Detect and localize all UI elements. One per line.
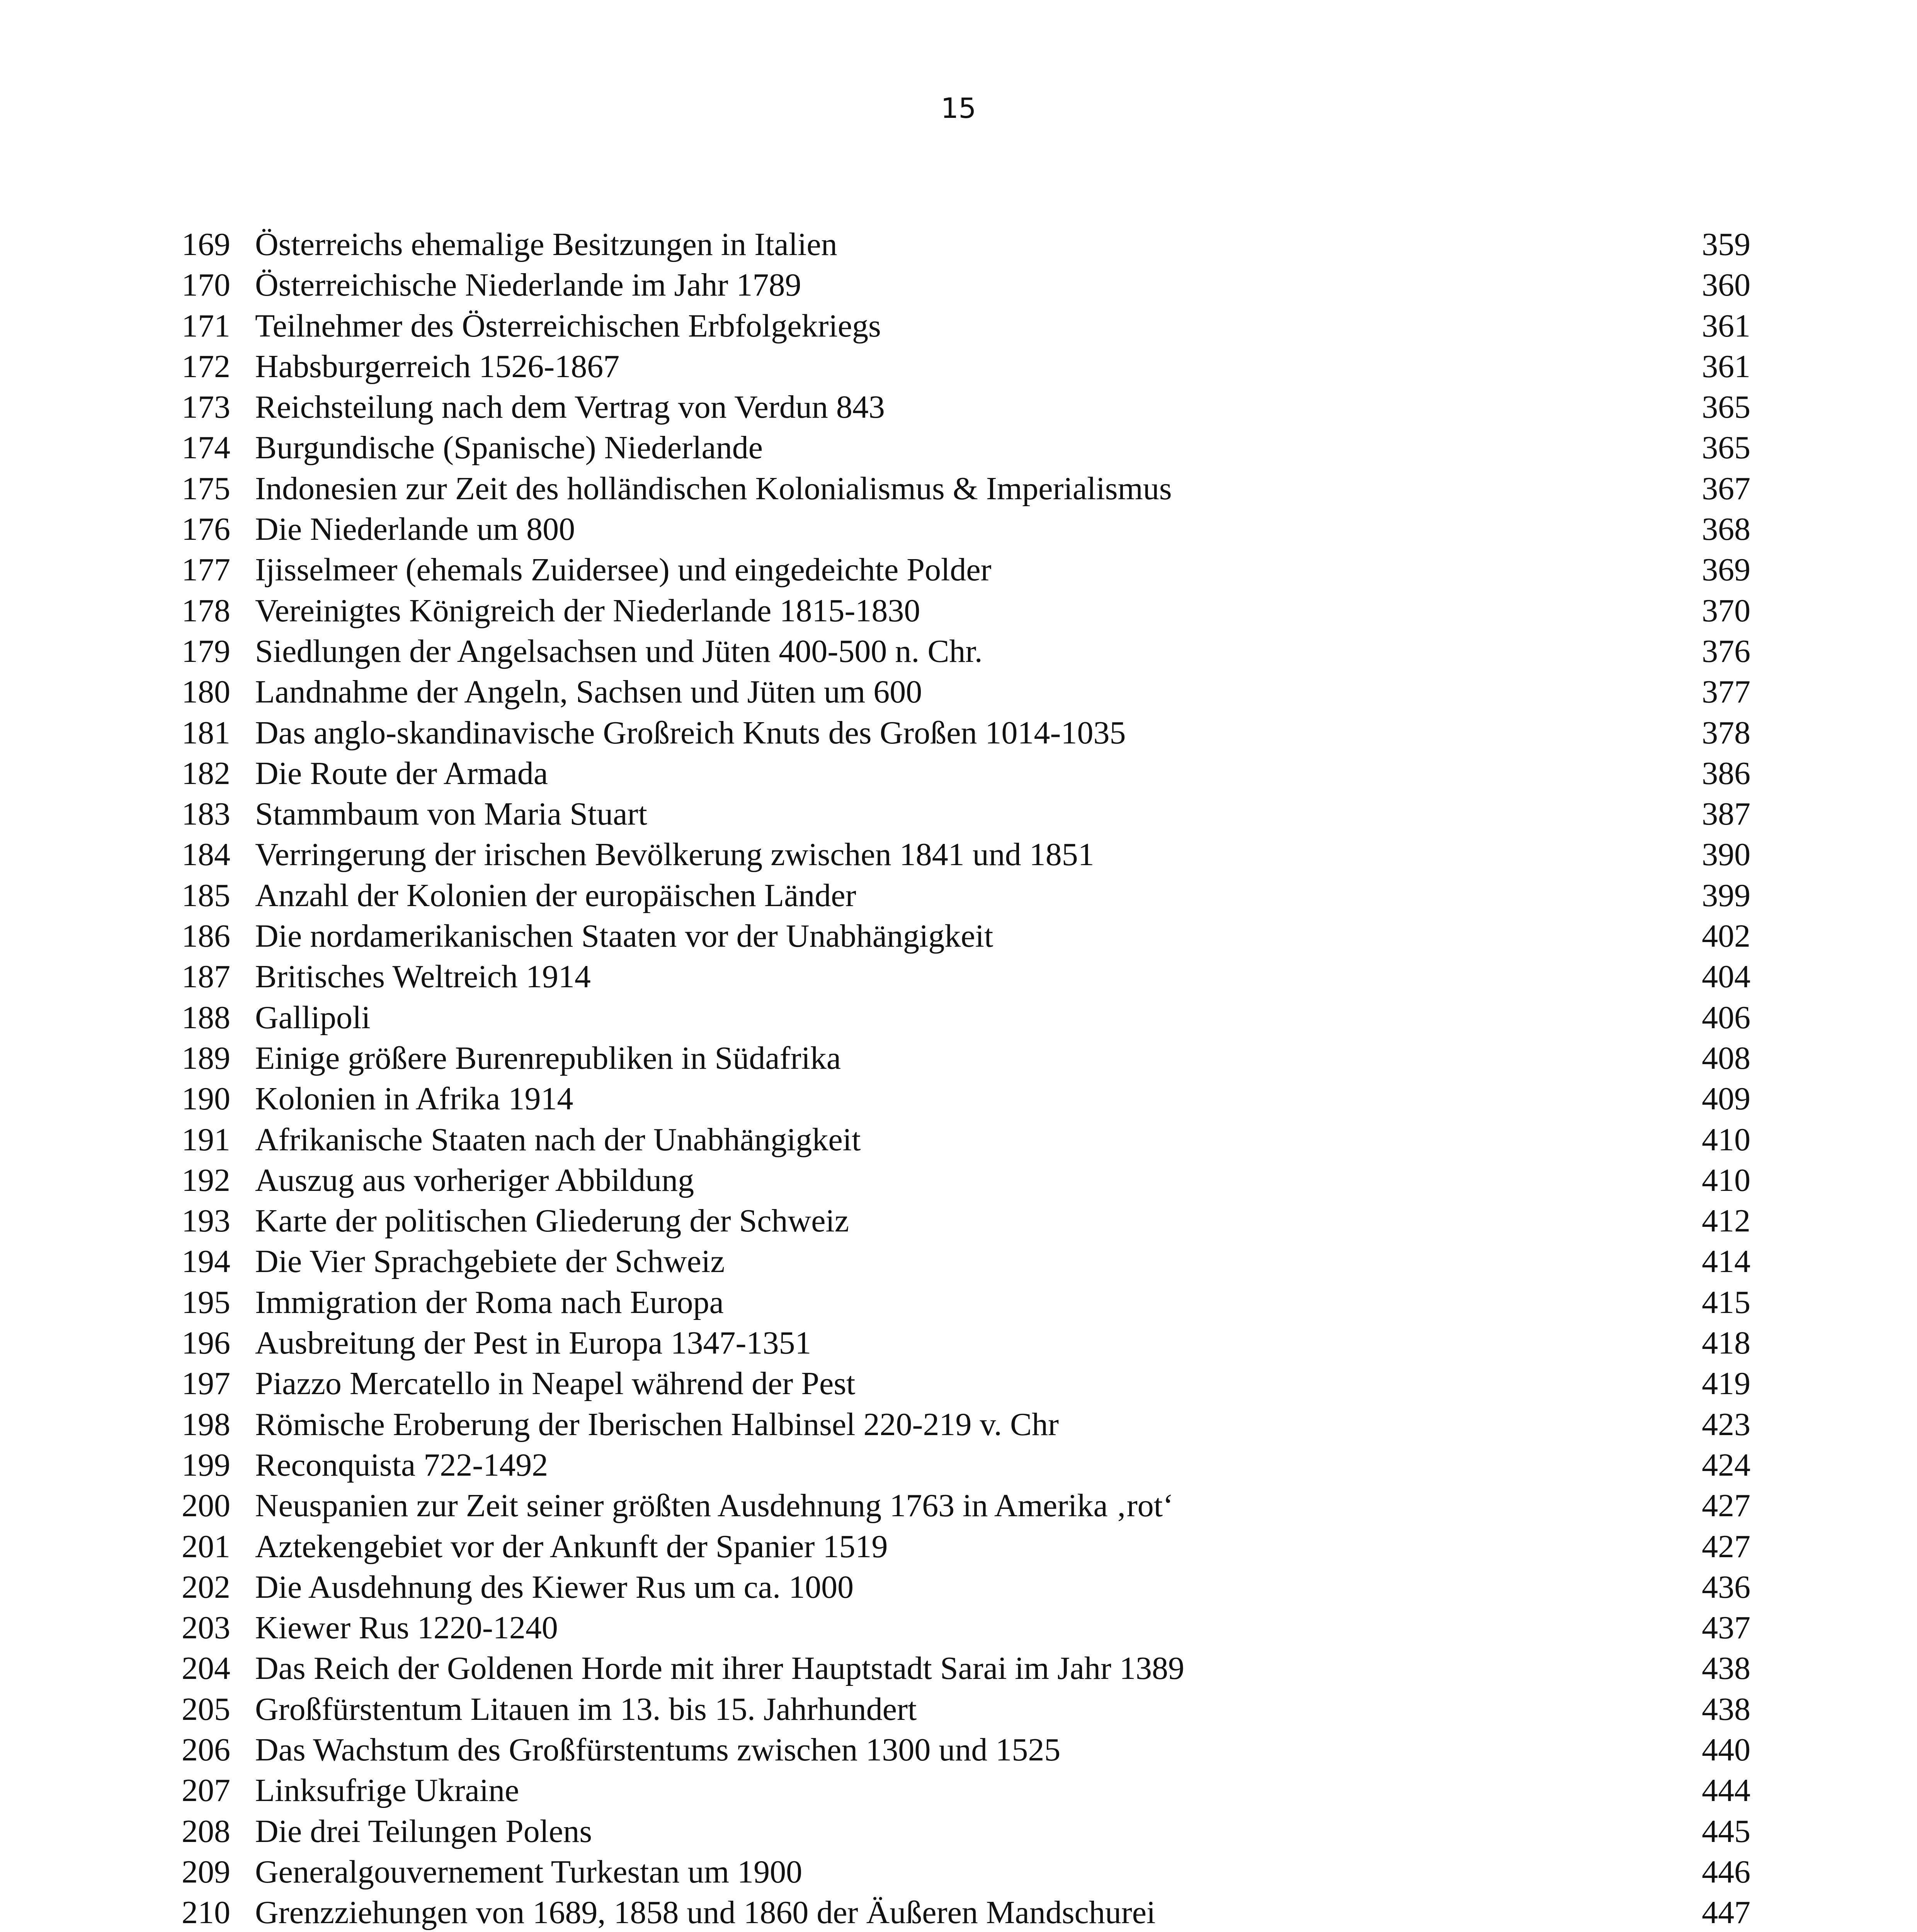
entry-title: Generalgouvernement Turkestan um 1900 xyxy=(255,1854,803,1890)
entry-title: Das anglo-skandinavische Großreich Knuts des Großen 1014-1035 xyxy=(255,714,1126,751)
entry-title: Ijisselmeer (ehemals Zuidersee) und eingedeichte Polder xyxy=(255,552,992,588)
entry-title: Das Wachstum des Großfürstentums zwischen 1300 und 1525 xyxy=(255,1731,1061,1768)
entry-page: 390 xyxy=(1702,837,1750,873)
entry-number: 192 xyxy=(182,1162,230,1198)
list-item xyxy=(182,1404,1750,1445)
entry-number: 187 xyxy=(182,959,230,995)
entry-page: 361 xyxy=(1702,348,1750,384)
entry-page: 377 xyxy=(1702,674,1750,710)
list-item xyxy=(182,753,1750,794)
entry-number: 200 xyxy=(182,1488,230,1524)
entry-page: 402 xyxy=(1702,918,1750,954)
entry-title: Siedlungen der Angelsachsen und Jüten 400-500 n. Chr. xyxy=(255,633,983,669)
entry-page: 445 xyxy=(1702,1813,1750,1849)
entry-title: Vereinigtes Königreich der Niederlande 1815-1830 xyxy=(255,592,920,629)
list-item xyxy=(182,1770,1750,1811)
list-item xyxy=(182,1363,1750,1404)
list-item xyxy=(182,1485,1750,1526)
entry-number: 196 xyxy=(182,1325,230,1361)
entry-page: 399 xyxy=(1702,877,1750,913)
entry-title: Die Ausdehnung des Kiewer Rus um ca. 1000 xyxy=(255,1569,854,1605)
entry-page: 409 xyxy=(1702,1081,1750,1117)
entry-number: 207 xyxy=(182,1772,230,1809)
entry-number: 181 xyxy=(182,714,230,751)
entry-title: Stammbaum von Maria Stuart xyxy=(255,796,647,832)
list-item xyxy=(182,916,1750,956)
entry-page: 414 xyxy=(1702,1243,1750,1280)
list-item xyxy=(182,1160,1750,1201)
entry-page: 423 xyxy=(1702,1406,1750,1442)
entry-page: 410 xyxy=(1702,1162,1750,1198)
entry-page: 419 xyxy=(1702,1366,1750,1402)
entry-page: 424 xyxy=(1702,1447,1750,1483)
entry-page: 412 xyxy=(1702,1203,1750,1239)
entry-page: 438 xyxy=(1702,1650,1750,1687)
entry-page: 365 xyxy=(1702,430,1750,466)
list-item xyxy=(182,1852,1750,1892)
entry-title: Die Niederlande um 800 xyxy=(255,511,575,548)
entry-title: Die Route der Armada xyxy=(255,755,548,791)
entry-number: 209 xyxy=(182,1854,230,1890)
entry-page: 410 xyxy=(1702,1121,1750,1158)
entry-page: 447 xyxy=(1702,1895,1750,1931)
entry-number: 188 xyxy=(182,999,230,1036)
entry-number: 201 xyxy=(182,1528,230,1565)
entry-title: Gallipoli xyxy=(255,999,371,1036)
list-item xyxy=(182,1567,1750,1607)
entry-number: 199 xyxy=(182,1447,230,1483)
entry-number: 171 xyxy=(182,308,230,344)
entry-page: 369 xyxy=(1702,552,1750,588)
list-item xyxy=(182,956,1750,997)
entry-number: 190 xyxy=(182,1081,230,1117)
list-item xyxy=(182,590,1750,631)
entry-title: Neuspanien zur Zeit seiner größten Ausdehnung 1763 in Amerika ‚rot‘ xyxy=(255,1488,1174,1524)
entry-number: 204 xyxy=(182,1650,230,1687)
entry-page: 446 xyxy=(1702,1854,1750,1890)
entry-title: Immigration der Roma nach Europa xyxy=(255,1284,724,1320)
list-item xyxy=(182,1241,1750,1282)
entry-number: 186 xyxy=(182,918,230,954)
list-item xyxy=(182,1526,1750,1567)
entry-title: Österreichs ehemalige Besitzungen in Italien xyxy=(255,226,837,262)
list-item xyxy=(182,549,1750,590)
entry-title: Ausbreitung der Pest in Europa 1347-1351 xyxy=(255,1325,811,1361)
list-item xyxy=(182,997,1750,1038)
entry-number: 210 xyxy=(182,1895,230,1931)
list-item xyxy=(182,1648,1750,1689)
entry-number: 175 xyxy=(182,470,230,507)
entry-page: 427 xyxy=(1702,1528,1750,1565)
entry-page: 365 xyxy=(1702,389,1750,425)
entry-title: Kolonien in Afrika 1914 xyxy=(255,1081,573,1117)
list-item xyxy=(182,794,1750,834)
list-item xyxy=(182,713,1750,753)
list-item xyxy=(182,1892,1750,1932)
list-item xyxy=(182,509,1750,549)
page-number: 15 xyxy=(941,92,976,124)
entry-number: 173 xyxy=(182,389,230,425)
list-item xyxy=(182,1038,1750,1078)
entry-title: Afrikanische Staaten nach der Unabhängigkeit xyxy=(255,1121,861,1158)
entry-number: 189 xyxy=(182,1040,230,1076)
entry-page: 437 xyxy=(1702,1610,1750,1646)
entry-number: 206 xyxy=(182,1731,230,1768)
entry-number: 184 xyxy=(182,837,230,873)
entry-title: Kiewer Rus 1220-1240 xyxy=(255,1610,558,1646)
entry-number: 170 xyxy=(182,267,230,303)
list-item xyxy=(182,1282,1750,1323)
entry-page: 415 xyxy=(1702,1284,1750,1320)
list-item xyxy=(182,672,1750,712)
entry-page: 440 xyxy=(1702,1731,1750,1768)
entry-title: Habsburgerreich 1526-1867 xyxy=(255,348,620,384)
entry-number: 185 xyxy=(182,877,230,913)
entry-title: Grenzziehungen von 1689, 1858 und 1860 der Äußeren Mandschurei xyxy=(255,1895,1156,1931)
figure-index-list xyxy=(182,224,1750,1932)
entry-number: 198 xyxy=(182,1406,230,1442)
entry-page: 387 xyxy=(1702,796,1750,832)
list-item xyxy=(182,346,1750,387)
entry-title: Das Reich der Goldenen Horde mit ihrer Hauptstadt Sarai im Jahr 1389 xyxy=(255,1650,1185,1687)
entry-page: 406 xyxy=(1702,999,1750,1036)
entry-title: Einige größere Burenrepubliken in Südafrika xyxy=(255,1040,841,1076)
entry-title: Großfürstentum Litauen im 13. bis 15. Jahrhundert xyxy=(255,1691,917,1727)
list-item xyxy=(182,1445,1750,1485)
list-item xyxy=(182,427,1750,468)
entry-title: Reichsteilung nach dem Vertrag von Verdun 843 xyxy=(255,389,885,425)
entry-page: 418 xyxy=(1702,1325,1750,1361)
list-item xyxy=(182,1811,1750,1852)
entry-title: Die Vier Sprachgebiete der Schweiz xyxy=(255,1243,725,1280)
list-item xyxy=(182,631,1750,672)
entry-title: Britisches Weltreich 1914 xyxy=(255,959,591,995)
list-item xyxy=(182,1323,1750,1363)
entry-title: Römische Eroberung der Iberischen Halbinsel 220-219 v. Chr xyxy=(255,1406,1059,1442)
entry-number: 183 xyxy=(182,796,230,832)
list-item xyxy=(182,1607,1750,1648)
entry-page: 427 xyxy=(1702,1488,1750,1524)
entry-title: Burgundische (Spanische) Niederlande xyxy=(255,430,763,466)
entry-number: 177 xyxy=(182,552,230,588)
entry-page: 367 xyxy=(1702,470,1750,507)
entry-number: 202 xyxy=(182,1569,230,1605)
entry-number: 179 xyxy=(182,633,230,669)
entry-page: 368 xyxy=(1702,511,1750,548)
entry-page: 378 xyxy=(1702,714,1750,751)
list-item xyxy=(182,834,1750,875)
entry-number: 169 xyxy=(182,226,230,262)
entry-title: Anzahl der Kolonien der europäischen Länder xyxy=(255,877,856,913)
entry-page: 376 xyxy=(1702,633,1750,669)
entry-title: Verringerung der irischen Bevölkerung zwischen 1841 und 1851 xyxy=(255,837,1094,873)
entry-number: 182 xyxy=(182,755,230,791)
entry-page: 438 xyxy=(1702,1691,1750,1727)
entry-number: 193 xyxy=(182,1203,230,1239)
entry-number: 208 xyxy=(182,1813,230,1849)
entry-page: 408 xyxy=(1702,1040,1750,1076)
list-item xyxy=(182,387,1750,427)
entry-title: Die drei Teilungen Polens xyxy=(255,1813,592,1849)
list-item xyxy=(182,306,1750,346)
list-item xyxy=(182,1730,1750,1770)
entry-number: 197 xyxy=(182,1366,230,1402)
entry-page: 370 xyxy=(1702,592,1750,629)
entry-number: 176 xyxy=(182,511,230,548)
entry-title: Indonesien zur Zeit des holländischen Kolonialismus & Imperialismus xyxy=(255,470,1172,507)
list-item xyxy=(182,1689,1750,1730)
entry-title: Die nordamerikanischen Staaten vor der Unabhängigkeit xyxy=(255,918,993,954)
entry-page: 359 xyxy=(1702,226,1750,262)
list-item xyxy=(182,468,1750,509)
list-item xyxy=(182,1078,1750,1119)
entry-page: 436 xyxy=(1702,1569,1750,1605)
entry-page: 360 xyxy=(1702,267,1750,303)
entry-title: Reconquista 722-1492 xyxy=(255,1447,548,1483)
entry-number: 205 xyxy=(182,1691,230,1727)
entry-number: 195 xyxy=(182,1284,230,1320)
entry-number: 194 xyxy=(182,1243,230,1280)
entry-title: Piazzo Mercatello in Neapel während der Pest xyxy=(255,1366,856,1402)
entry-number: 178 xyxy=(182,592,230,629)
entry-page: 444 xyxy=(1702,1772,1750,1809)
list-item xyxy=(182,875,1750,916)
entry-number: 172 xyxy=(182,348,230,384)
entry-title: Teilnehmer des Österreichischen Erbfolgekriegs xyxy=(255,308,881,344)
entry-number: 191 xyxy=(182,1121,230,1158)
entry-title: Österreichische Niederlande im Jahr 1789 xyxy=(255,267,801,303)
entry-title: Linksufrige Ukraine xyxy=(255,1772,519,1809)
entry-page: 361 xyxy=(1702,308,1750,344)
entry-page: 404 xyxy=(1702,959,1750,995)
entry-number: 203 xyxy=(182,1610,230,1646)
entry-page: 386 xyxy=(1702,755,1750,791)
entry-title: Karte der politischen Gliederung der Schweiz xyxy=(255,1203,849,1239)
entry-title: Auszug aus vorheriger Abbildung xyxy=(255,1162,694,1198)
list-item xyxy=(182,265,1750,305)
entry-title: Landnahme der Angeln, Sachsen und Jüten um 600 xyxy=(255,674,922,710)
list-item xyxy=(182,1119,1750,1160)
entry-title: Aztekengebiet vor der Ankunft der Spanier 1519 xyxy=(255,1528,888,1565)
entry-number: 180 xyxy=(182,674,230,710)
entry-number: 174 xyxy=(182,430,230,466)
list-item xyxy=(182,224,1750,265)
list-item xyxy=(182,1201,1750,1241)
